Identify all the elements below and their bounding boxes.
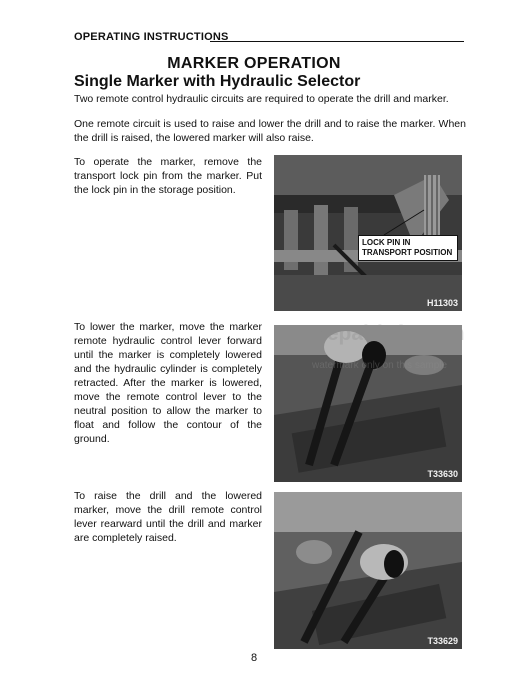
lock-pin-callout: LOCK PIN IN TRANSPORT POSITION [358, 235, 458, 261]
raise-drill-paragraph: To raise the drill and the lowered marker, move the drill remote control lever rearward until the drill and marker are completely raised. [74, 490, 262, 544]
lower-marker-lever-photo [274, 325, 462, 482]
site-watermark: eRepairinfo.com [300, 322, 465, 345]
operate-marker-paragraph: To operate the marker, remove the transport lock pin from the marker. Put the lock pin in the storage position. [74, 156, 262, 196]
running-header: OPERATING INSTRUCTIONS [74, 31, 229, 43]
intro-paragraph: Two remote control hydraulic circuits are required to operate the drill and marker. [74, 93, 449, 105]
raise-drill-lever-photo [274, 492, 462, 649]
header-rule [210, 41, 464, 42]
section-subtitle: Single Marker with Hydraulic Selector [74, 73, 361, 90]
figure-code: H11303 [426, 298, 458, 308]
lock-pin-photo [274, 155, 462, 311]
figure-code: T33629 [427, 636, 458, 646]
site-watermark-sub: watermark only on this sample [312, 360, 448, 371]
figure-code: T33630 [427, 469, 458, 479]
remote-circuit-paragraph: One remote circuit is used to raise and lower the drill and to raise the marker. When the drill is raised, the lowered marker will also raise. [74, 118, 466, 144]
page-title: MARKER OPERATION [167, 55, 341, 72]
lower-marker-paragraph: To lower the marker, move the marker remote hydraulic control lever forward until the marker is completely lowered and the hydraulic cylinder is completely retracted. After the marker is lowered, move the remote control lever to the neutral position to allow the marker to float and follow the contour of the ground. [74, 321, 262, 445]
page-number: 8 [250, 652, 258, 664]
